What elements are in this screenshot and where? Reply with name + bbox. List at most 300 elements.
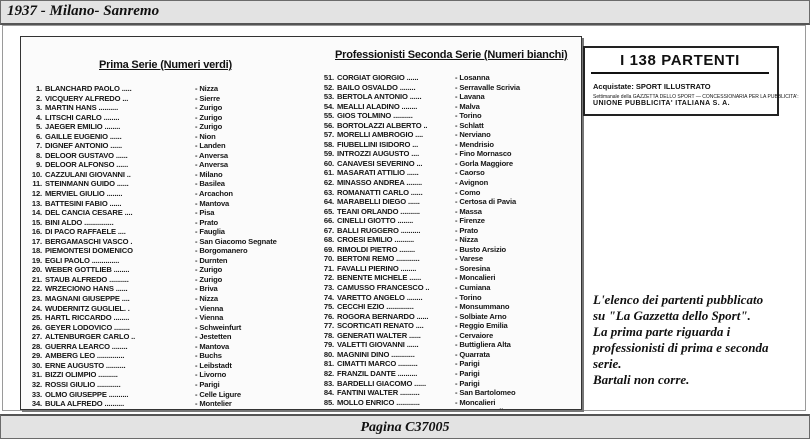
rider-name: BIZZI OLIMPIO .......... xyxy=(45,370,118,380)
rider-name: STEINMANN GUIDO ...... xyxy=(45,179,129,189)
list-item xyxy=(321,369,520,379)
rider-town: - Gorla Maggiore xyxy=(455,158,513,168)
list-item xyxy=(29,265,277,275)
rider-town xyxy=(455,407,519,410)
rider-name: CORGIAT GIORGIO ...... xyxy=(337,73,419,82)
rider-number: 18. xyxy=(31,246,42,256)
rider-town: - Basilea xyxy=(195,179,225,189)
list-item xyxy=(29,199,277,209)
list-item xyxy=(321,102,520,112)
list-item xyxy=(29,351,277,361)
rider-name: GUERRA LEARCO ........ xyxy=(45,341,128,351)
rider-number: 70. xyxy=(323,254,334,264)
rider-town: - Zurigo xyxy=(195,103,223,113)
rider-town: - Celle Ligure xyxy=(195,389,242,399)
rider-number: 76. xyxy=(323,311,334,321)
rider-number: 51. xyxy=(323,73,334,82)
rider-town: - Leibstadt xyxy=(195,360,232,370)
rider-name: FANTINI WALTER .......... xyxy=(337,388,420,398)
rider-name: TEANI ORLANDO .......... xyxy=(337,206,420,216)
list-item xyxy=(321,159,520,169)
rider-town: - Prato xyxy=(195,217,218,227)
rider-number: 2. xyxy=(35,93,42,103)
rider-number: 64. xyxy=(323,197,334,207)
caption-note xyxy=(593,292,793,388)
rider-town: - Durnten xyxy=(195,255,228,265)
rider-name: PIEMONTESI DOMENICO xyxy=(45,246,133,256)
rider-town: - Cumiana xyxy=(455,283,491,293)
rider-number: 15. xyxy=(31,217,42,227)
list-item xyxy=(321,83,520,93)
caption-line: Bartali non corre. xyxy=(593,372,690,387)
rider-name: BULA ALFREDO .......... xyxy=(45,399,125,409)
rider-name: MEALLI ALADINO ........ xyxy=(337,101,418,111)
rider-number: 17. xyxy=(31,236,42,246)
rider-name: DELOOR ALFONSO ...... xyxy=(45,160,129,170)
rider-name: CINELLI GIOTTO ........ xyxy=(337,216,414,226)
rider-town: - Arcachon xyxy=(195,189,233,199)
rider-town: - Como xyxy=(455,187,481,197)
rider-town: - Fino Mornasco xyxy=(455,149,512,159)
list-item xyxy=(321,388,520,398)
list-item xyxy=(29,284,277,294)
rider-town: - Soresina xyxy=(455,263,491,273)
list-item xyxy=(321,359,520,369)
list-item xyxy=(29,390,277,400)
ad-line-1: Acquistate: SPORT ILLUSTRATO xyxy=(593,82,711,91)
rider-number: 69. xyxy=(323,244,334,254)
rider-number: 82. xyxy=(323,368,334,378)
rider-number: 27. xyxy=(31,332,42,342)
rider-number: 57. xyxy=(323,130,334,140)
rider-number: 4. xyxy=(35,112,42,122)
rider-number: 52. xyxy=(323,82,334,92)
list-item xyxy=(321,312,520,322)
rider-name: GENERATI WALTER ...... xyxy=(337,330,421,340)
rider-town: - Sierre xyxy=(195,93,220,103)
rider-town: - Schlatt xyxy=(455,120,484,130)
rider-number: 12. xyxy=(31,189,42,199)
rider-number: 53. xyxy=(323,92,334,102)
rider-name: MINASSO ANDREA ........ xyxy=(337,178,423,188)
rider-name: BAILO OSVALDO ........ xyxy=(337,82,416,92)
rider-name: WRZECIONO HANS ...... xyxy=(45,284,128,294)
list-item xyxy=(321,121,520,131)
rider-number: 6. xyxy=(35,131,42,141)
rider-number: 5. xyxy=(35,122,42,132)
rider-name: BALLI RUGGERO .......... xyxy=(337,225,421,235)
rider-name: FIUBELLINI ISIDORO ... xyxy=(337,139,419,149)
column-b-list xyxy=(321,73,520,410)
rider-town: - Cervaiore xyxy=(455,330,494,340)
rider-number: 78. xyxy=(323,330,334,340)
list-item xyxy=(29,313,277,323)
list-item xyxy=(321,398,520,408)
list-item xyxy=(29,304,277,314)
rider-number: 13. xyxy=(31,198,42,208)
list-item xyxy=(321,197,520,207)
list-item xyxy=(29,113,277,123)
rider-town: - Avignon xyxy=(455,178,489,188)
list-item xyxy=(29,399,277,409)
rider-town: - Solbiate Arno xyxy=(455,311,507,321)
caption-line: L'elenco dei partenti pubblicato xyxy=(593,292,764,307)
rider-name: CANAVESI SEVERINO ... xyxy=(337,158,423,168)
list-item xyxy=(321,283,520,293)
list-item xyxy=(29,141,277,151)
list-item xyxy=(321,140,520,150)
rider-name: SCORTICATI RENATO .... xyxy=(337,321,424,331)
list-item xyxy=(321,245,520,255)
rider-town: - Massa xyxy=(455,206,482,216)
rider-number: 22. xyxy=(31,284,42,294)
rider-number: 31. xyxy=(31,370,42,380)
rider-name: HARTL RICCARDO ........ xyxy=(45,313,130,323)
rider-town: - Mantova xyxy=(195,341,230,351)
rider-number: 11. xyxy=(32,179,42,189)
rider-name: MERVIEL GIULIO ........ xyxy=(45,189,123,199)
rider-name: MASARATI ATTILIO ...... xyxy=(337,168,419,178)
rider-name: GEYER LODOVICO ........ xyxy=(45,322,130,332)
list-item xyxy=(321,264,520,274)
rider-number: 28. xyxy=(31,341,42,351)
rider-name: LITSCHI CARLO ........ xyxy=(45,112,120,122)
list-item xyxy=(29,227,277,237)
rider-town: - Mendrisio xyxy=(455,139,494,149)
rider-name: OLMO GIUSEPPE .......... xyxy=(45,389,129,399)
rider-town: - Zurigo xyxy=(195,112,223,122)
list-item xyxy=(321,226,520,236)
rider-name: CIMATTI MARCO .......... xyxy=(337,359,418,369)
ad-line-3: UNIONE PUBBLICITA' ITALIANA S. A. xyxy=(593,100,730,107)
list-item xyxy=(321,92,520,102)
rider-name: BINI ALDO ............... xyxy=(45,217,114,227)
rider-town: - Vienna xyxy=(195,313,224,323)
list-item xyxy=(29,94,277,104)
rider-town: - Serravalle Scrivia xyxy=(455,82,520,92)
caption-line: serie. xyxy=(593,356,622,371)
rider-number: 68. xyxy=(323,235,334,245)
list-item xyxy=(321,178,520,188)
rider-town: - Milano xyxy=(195,169,223,179)
rider-number: 73. xyxy=(323,283,334,293)
list-item xyxy=(321,273,520,283)
rider-number: 61. xyxy=(323,168,334,178)
rider-name: BATTESINI FABIO ...... xyxy=(45,198,122,208)
rider-name: EGLI PAOLO .............. xyxy=(45,255,120,265)
rider-name: BORTOLAZZI ALBERTO .. xyxy=(337,120,428,130)
page-label: Pagina C37005 xyxy=(360,420,450,435)
list-item xyxy=(29,208,277,218)
rider-town: - Varese xyxy=(455,254,483,264)
list-item xyxy=(321,350,520,360)
rider-town: - Parigi xyxy=(195,379,220,389)
rider-name: MAGNANI GIUSEPPE .... xyxy=(45,294,130,304)
rider-name: JAEGER EMILIO ........ xyxy=(45,122,121,132)
header-title: 1937 - Milano- Sanremo xyxy=(7,3,160,19)
rider-number: 60. xyxy=(323,158,334,168)
rider-town: - Schweinfurt xyxy=(195,322,242,332)
rider-number: 77. xyxy=(323,321,334,331)
column-b-title: Professionisti Seconda Serie (Numeri bianchi) xyxy=(335,49,568,61)
rider-town: - Parigi xyxy=(455,368,480,378)
rider-town: - Nizza xyxy=(195,84,218,93)
rider-number: 58. xyxy=(323,139,334,149)
list-item xyxy=(29,160,277,170)
rider-town: - Monsummano xyxy=(455,302,510,312)
list-item xyxy=(321,254,520,264)
rider-town: - Parigi xyxy=(455,359,480,369)
rider-town: - Landen xyxy=(195,141,226,151)
rider-town: - Nizza xyxy=(455,235,478,245)
rider-town: - Buchs xyxy=(195,351,222,361)
rider-town: - Jestetten xyxy=(195,332,232,342)
rider-number: 56. xyxy=(323,120,334,130)
rider-name: ROGORA BERNARDO ...... xyxy=(337,311,429,321)
list-item xyxy=(29,361,277,371)
rider-name: MOLLO ENRICO ............ xyxy=(337,397,420,407)
rider-name: STAUB ALFREDO .......... xyxy=(45,274,129,284)
newspaper-clipping xyxy=(20,36,582,410)
rider-name: VICQUERY ALFREDO ... xyxy=(45,93,129,103)
rider-name xyxy=(337,407,455,410)
rider-number: 25. xyxy=(31,313,42,323)
rider-town: - Zurigo xyxy=(195,122,223,132)
rider-town: - Parigi xyxy=(455,378,480,388)
caption-line: professionisti di prima e seconda xyxy=(593,340,769,355)
list-item xyxy=(29,218,277,228)
rider-number: 75. xyxy=(323,302,334,312)
list-item xyxy=(29,380,277,390)
list-item xyxy=(321,216,520,226)
rider-number: 30. xyxy=(31,360,42,370)
rider-town: - Nerviano xyxy=(455,130,491,140)
list-item xyxy=(29,151,277,161)
list-item xyxy=(321,168,520,178)
rider-town: - San Bartolomeo xyxy=(455,388,516,398)
rider-town: - Busto Arsizio xyxy=(455,244,507,254)
list-item xyxy=(321,321,520,331)
rider-name: MORELLI AMBROGIO .... xyxy=(337,130,424,140)
rider-town: - Torino xyxy=(455,292,482,302)
rider-name: AMBERG LEO .............. xyxy=(45,351,125,361)
rider-name: GIOS TOLMINO .......... xyxy=(337,111,413,121)
rider-number: 84. xyxy=(323,388,334,398)
rider-number: 81. xyxy=(323,359,334,369)
list-item xyxy=(321,302,520,312)
rider-number: 14. xyxy=(31,208,42,218)
rider-number: 19. xyxy=(31,255,42,265)
rider-town: - Mantova xyxy=(195,198,230,208)
list-item xyxy=(29,84,277,94)
rider-number: 83. xyxy=(323,378,334,388)
list-item xyxy=(29,370,277,380)
rider-number: 34. xyxy=(31,399,42,409)
rider-name: FAVALLI PIERINO ........ xyxy=(337,263,417,273)
rider-name: BERGAMASCHI VASCO . xyxy=(45,236,133,246)
caption-line: La prima parte riguarda i xyxy=(593,324,731,339)
list-item xyxy=(29,132,277,142)
rider-town: - Vienna xyxy=(195,303,224,313)
advertisement-box xyxy=(583,46,799,116)
rider-town: - Reggio Emilia xyxy=(455,321,508,331)
rider-town: - Montelier xyxy=(195,399,232,409)
list-item xyxy=(29,294,277,304)
rider-number: 62. xyxy=(323,178,334,188)
rider-town: - Moncalieri xyxy=(455,273,496,283)
list-item xyxy=(321,379,520,389)
rider-town: - Quarrata xyxy=(455,349,490,359)
rider-number: 21. xyxy=(31,274,42,284)
rider-number: 66. xyxy=(323,216,334,226)
rider-name: CECCHI EZIO .............. xyxy=(337,302,414,312)
rider-name: BARDELLI GIACOMO ...... xyxy=(337,378,426,388)
rider-number: 54. xyxy=(323,101,334,111)
column-a-list xyxy=(29,84,277,409)
rider-number: 8. xyxy=(35,150,42,160)
list-item xyxy=(321,207,520,217)
rider-number: 85. xyxy=(323,397,334,407)
rider-name: VALETTI GIOVANNI ...... xyxy=(337,340,419,350)
list-item xyxy=(29,179,277,189)
rider-number: 67. xyxy=(323,225,334,235)
rider-town: - Moncalieri xyxy=(455,397,496,407)
rider-number: 23. xyxy=(31,294,42,304)
rider-town: - Torino xyxy=(455,111,482,121)
list-item xyxy=(29,103,277,113)
list-item xyxy=(321,111,520,121)
rider-number: 24. xyxy=(31,303,42,313)
rider-number: 63. xyxy=(323,187,334,197)
rider-name: CAZZULANI GIOVANNI .. xyxy=(45,169,131,179)
list-item xyxy=(29,332,277,342)
rider-name: DELOOR GUSTAVO ...... xyxy=(45,150,128,160)
rider-name: CROESI EMILIO .......... xyxy=(337,235,414,245)
rider-town: - Fauglia xyxy=(195,227,225,237)
list-item xyxy=(29,246,277,256)
rider-number: 32. xyxy=(31,379,42,389)
rider-number: 80. xyxy=(323,349,334,359)
rider-name: ROMANATTI CARLO ...... xyxy=(337,187,423,197)
rider-town: - Firenze xyxy=(455,216,485,226)
rider-town: - Buttigliera Alta xyxy=(455,340,511,350)
rider-town: - Caorso xyxy=(455,168,485,178)
rider-number: 79. xyxy=(323,340,334,350)
list-item xyxy=(29,189,277,199)
rider-town: - Anversa xyxy=(195,160,228,170)
rider-number: 9. xyxy=(35,160,42,170)
rider-town: - Lavana xyxy=(455,92,485,102)
list-item xyxy=(321,73,520,83)
rider-name: DEL CANCIA CESARE .... xyxy=(45,208,133,218)
rider-name: WEBER GOTTLIEB ........ xyxy=(45,265,130,275)
list-item xyxy=(321,130,520,140)
rider-name: DI PACO RAFFAELE .... xyxy=(45,227,126,237)
rider-town: - Zurigo xyxy=(195,265,223,275)
rider-number: 65. xyxy=(323,206,334,216)
list-item xyxy=(29,323,277,333)
footer-bar xyxy=(0,414,810,439)
rider-number: 10. xyxy=(31,169,42,179)
rider-town: - Anversa xyxy=(195,150,228,160)
list-item xyxy=(321,340,520,350)
ad-line-2: Settimanale della GAZZETTA DELLO SPORT — CONCESSIONARIA PER LA PUBBLICITA': xyxy=(593,94,799,100)
rider-name: MAGNINI DINO ............ xyxy=(337,349,415,359)
rider-name: BERTOLA ANTONIO ...... xyxy=(337,92,422,102)
header-bar xyxy=(0,0,810,25)
rider-name: VARETTO ANGELO ........ xyxy=(337,292,423,302)
rider-town: - Nion xyxy=(195,131,216,141)
rider-town: - Zurigo xyxy=(195,274,223,284)
rider-number xyxy=(321,407,334,410)
rider-town: - San Giacomo Segnate xyxy=(195,236,277,246)
rider-name: ROSSI GIULIO ............ xyxy=(45,379,121,389)
rider-name: BLANCHARD PAOLO ..... xyxy=(45,84,132,93)
rider-name: BERTONI REMO ............ xyxy=(337,254,420,264)
rider-name: ERNE AUGUSTO .......... xyxy=(45,360,126,370)
rider-number: 59. xyxy=(323,149,334,159)
rider-name: MARTIN HANS .......... xyxy=(45,103,119,113)
list-item xyxy=(29,275,277,285)
rider-number: 29. xyxy=(31,351,42,361)
list-item xyxy=(321,149,520,159)
rider-town: - Prato xyxy=(455,225,478,235)
rider-town: - Losanna xyxy=(455,73,490,82)
rider-name: DIGNEF ANTONIO ...... xyxy=(45,141,123,151)
rider-name: MARABELLI DIEGO ...... xyxy=(337,197,420,207)
rider-town: - Borgomanero xyxy=(195,246,248,256)
rider-town: - Briva xyxy=(195,284,218,294)
rider-name: CAMUSSO FRANCESCO .. xyxy=(337,283,430,293)
list-item xyxy=(321,235,520,245)
list-item xyxy=(29,237,277,247)
rider-name: FRANZIL DANTE .......... xyxy=(337,368,418,378)
rider-number: 26. xyxy=(31,322,42,332)
rider-name: BENENTE MICHELE ...... xyxy=(337,273,422,283)
rider-town: - Livorno xyxy=(195,370,227,380)
rider-name: GAILLE EUGENIO ...... xyxy=(45,131,122,141)
rider-number: 74. xyxy=(323,292,334,302)
caption-line: su "La Gazzetta dello Sport". xyxy=(593,308,751,323)
rider-number: 1. xyxy=(35,84,42,93)
ad-heading: I 138 PARTENTI xyxy=(591,52,769,74)
list-item xyxy=(29,256,277,266)
rider-town: - Pisa xyxy=(195,208,215,218)
rider-number: 72. xyxy=(323,273,334,283)
list-item xyxy=(29,342,277,352)
rider-name: ALTENBURGER CARLO .. xyxy=(45,332,136,342)
rider-name: WUDERNITZ GUGLIEL. . xyxy=(45,303,130,313)
list-item xyxy=(29,170,277,180)
rider-number: 3. xyxy=(35,103,42,113)
column-a-title: Prima Serie (Numeri verdi) xyxy=(99,59,232,71)
rider-number: 7. xyxy=(35,141,42,151)
rider-town: - Certosa di Pavia xyxy=(455,197,517,207)
rider-number: 16. xyxy=(31,227,42,237)
list-item xyxy=(321,188,520,198)
rider-name: INTROZZI AUGUSTO .... xyxy=(337,149,420,159)
rider-name: RIMOLDI PIETRO ........ xyxy=(337,244,415,254)
list-item xyxy=(321,331,520,341)
list-item xyxy=(29,122,277,132)
rider-number: 20. xyxy=(31,265,42,275)
list-item xyxy=(321,407,520,410)
list-item xyxy=(321,293,520,303)
rider-number: 33. xyxy=(31,389,42,399)
rider-town: - Malva xyxy=(455,101,480,111)
rider-town: - Nizza xyxy=(195,294,218,304)
rider-number: 71. xyxy=(323,263,334,273)
